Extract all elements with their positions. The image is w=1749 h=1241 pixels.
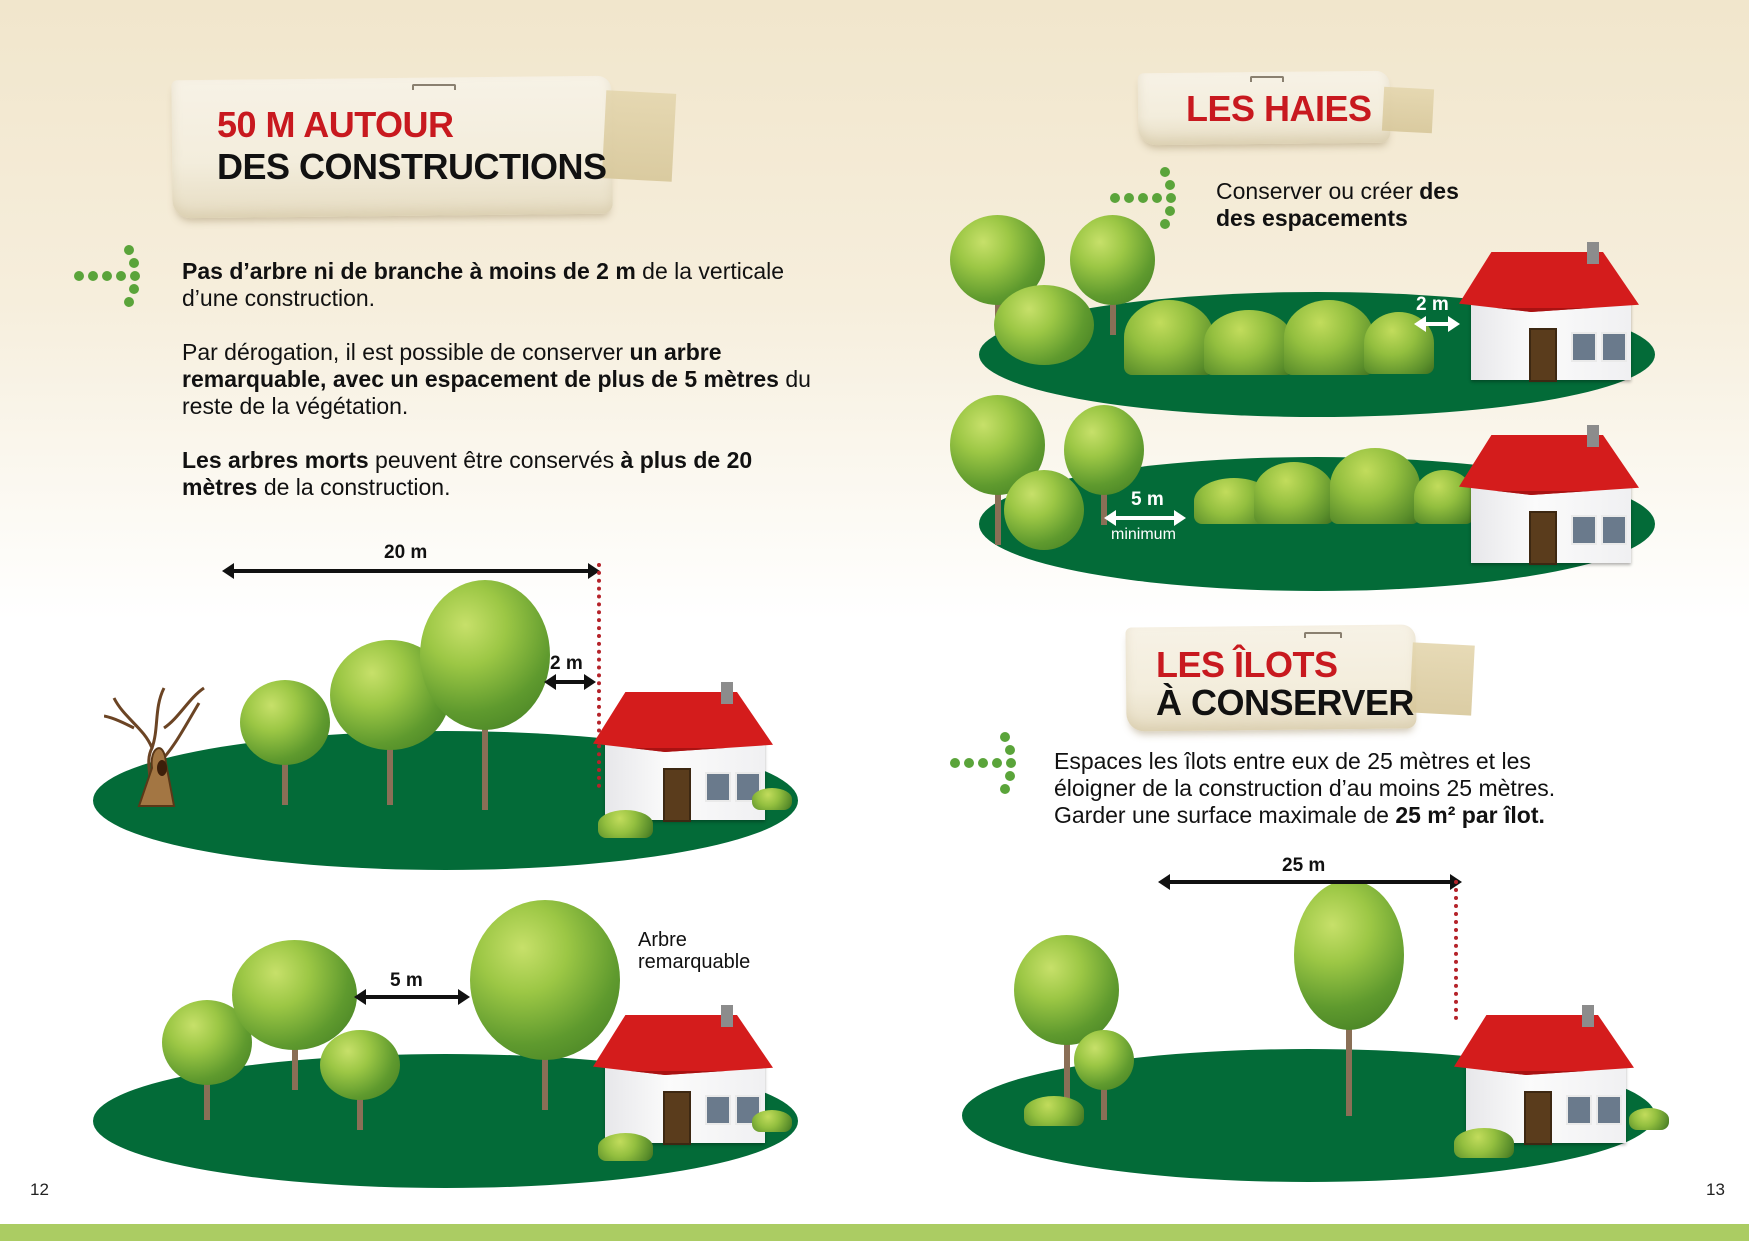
tree-icon [1004,470,1084,550]
haies-text [1216,178,1616,232]
rules-text [182,258,832,528]
house-icon [593,1003,773,1143]
measure-label-2m: 2 m [1416,294,1449,315]
measure-arrow-2m [1422,322,1452,326]
paragraph-1-rest: de la verticale d’une construction. [182,258,785,311]
tree-icon [994,285,1094,365]
house-icon [1459,423,1639,563]
measure-label-5m: 5 m [1131,489,1164,510]
hedge-shrub [1284,300,1374,375]
section-header-50m [172,78,612,216]
measure-sub-minimum: minimum [1111,526,1176,543]
house-icon [593,680,773,820]
remarkable-tree-caption [638,929,750,973]
tree-icon [240,680,330,805]
page-number-left: 12 [30,1180,49,1199]
hedge-shrub [1204,310,1294,375]
paragraph-3-middle: peuvent être conservés [368,447,621,473]
hedge-shrub [1254,462,1334,524]
haies-title: LES HAIES [1186,88,1372,129]
tree-icon [420,580,550,810]
measure-label-20m: 20 m [384,542,428,563]
shrub-icon [1024,1096,1084,1126]
ilots-text-line3-plain: Garder une surface maximale de [1054,802,1396,828]
staple-icon [412,84,456,90]
ilots-text [1054,748,1694,829]
haies-text-line2 [1216,205,1616,232]
tape-tab [602,90,677,182]
haies-text-line1 [1216,178,1616,205]
tree-icon [1294,880,1404,1116]
dead-tree-icon [104,668,214,808]
hedge-shrub [1124,300,1214,375]
section-header-haies [1138,72,1390,144]
shrub-icon [598,1133,653,1161]
paragraph-3-bold2: à plus de 20 mètres [182,447,753,500]
measure-arrow-20m [230,569,592,573]
measure-label-25m: 25 m [1282,855,1326,876]
paragraph-2-plain: Par dérogation, il est possible de conserver [182,339,630,365]
measure-label-2m: 2 m [550,653,583,674]
section-header-ilots [1126,626,1416,730]
page-right [874,0,1749,1224]
paragraph-2-bold: un arbre remarquable, avec un espacement de plus de 5 mètres [182,339,779,392]
caption-line2: remarquable [638,951,751,973]
measure-arrow-5m [362,995,462,999]
bottom-band [0,1224,1749,1241]
haies-text-plain: Conserver ou créer [1216,178,1420,204]
ilots-text-line2: éloigner de la construction d’au moins 25 mètres. [1054,775,1556,801]
paragraph-1-bold: Pas d’arbre ni de branche à moins de 2 m [182,258,636,284]
paragraph-3 [182,447,832,501]
header-line2: DES CONSTRUCTIONS [217,146,607,187]
tape-tab [1409,642,1475,715]
shrub-icon [1454,1128,1514,1158]
measure-arrow-2m [552,680,588,684]
house-icon [1459,240,1639,380]
arrow-bullet-icon [950,732,1030,794]
ilots-title-line2: À CONSERVER [1156,682,1414,723]
staple-icon [1304,632,1342,638]
tree-icon [320,1030,400,1130]
measure-arrow-25m [1166,880,1454,884]
shrub-icon [598,810,653,838]
shrub-icon [752,1110,792,1132]
paragraph-2-rest: du reste de la végétation. [182,366,811,419]
paragraph-1 [182,258,832,312]
paragraph-3-rest: de la construction. [257,474,451,500]
house-icon [1454,1003,1634,1143]
measure-arrow-5m [1112,516,1178,520]
ilots-title-line1: LES ÎLOTS [1156,644,1338,685]
staple-icon [1250,76,1284,82]
paragraph-2 [182,339,832,420]
tape-tab [1382,87,1434,134]
shrub-icon [752,788,792,810]
page-left [0,0,874,1224]
header-line1: 50 M AUTOUR [217,104,454,145]
ilots-text-line3-bold: 25 m² par îlot. [1395,802,1545,828]
caption-line1: Arbre [638,929,687,951]
ilots-text-line1: Espaces les îlots entre eux de 25 mètres et les [1054,748,1531,774]
haies-text-bold1: des [1419,178,1459,204]
ilots-text-line3 [1054,802,1694,829]
haies-text-bold2: des espacements [1216,205,1408,231]
measure-label-5m: 5 m [390,970,423,991]
shrub-icon [1629,1108,1669,1130]
building-line [1454,880,1458,1020]
arrow-bullet-icon [74,245,154,307]
page-number-right: 13 [1706,1180,1725,1199]
paragraph-3-bold: Les arbres morts [182,447,369,473]
hedge-shrub [1330,448,1420,524]
